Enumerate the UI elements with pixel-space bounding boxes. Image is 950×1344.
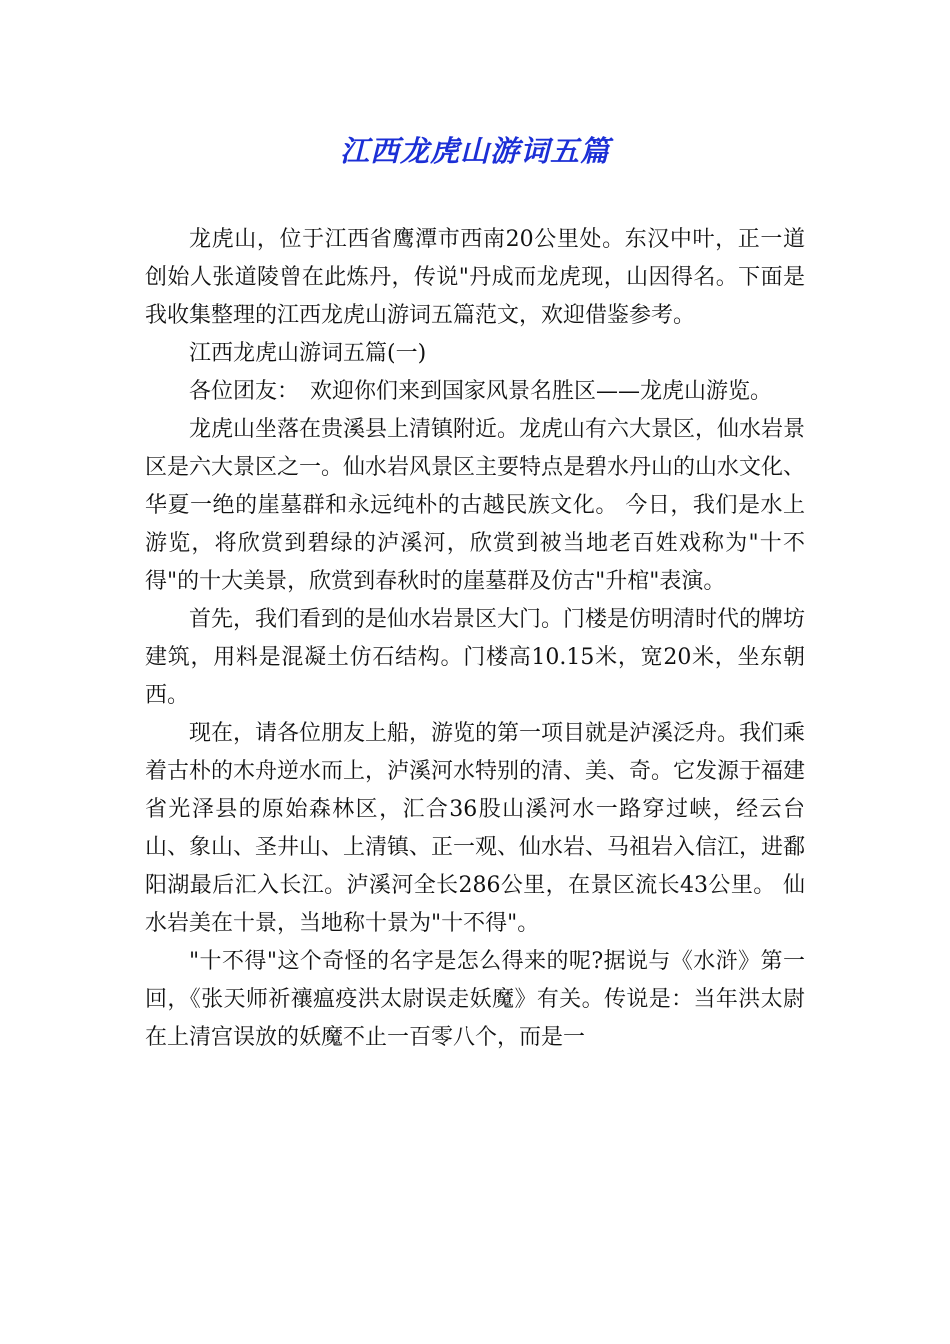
paragraph-river: 现在，请各位朋友上船，游览的第一项目就是泸溪泛舟。我们乘着古朴的木舟逆水而上，泸溪河水特别的清、美、奇。它发源于福建省光泽县的原始森林区，汇合36股山溪河水一路穿过峡，经云台山、象山、圣井山、上清镇、正一观、仙水岩、马祖岩入信江，进鄱阳湖最后汇入长江。泸溪河全长286公里，在景区流长43公里。 仙水岩美在十景，当地称十景为"十不得"。	[145, 721, 806, 936]
paragraph-intro: 龙虎山，位于江西省鹰潭市西南20公里处。东汉中叶，正一道创始人张道陵曾在此炼丹，传说"丹成而龙虎现，山因得名。下面是我收集整理的江西龙虎山游词五篇范文，欢迎借鉴参考。	[145, 227, 805, 328]
paragraph-location: 龙虎山坐落在贵溪县上清镇附近。龙虎山有六大景区，仙水岩景区是六大景区之一。仙水岩风景区主要特点是碧水丹山的山水文化、华夏一绝的崖墓群和永远纯朴的古越民族文化。 今日，我们是水上游览，将欣赏到碧绿的泸溪河，欣赏到被当地老百姓戏称为"十不得"的十大美景，欣赏到春秋时的崖墓群及仿古"升棺"表演。	[145, 417, 806, 594]
paragraph-section-heading: 江西龙虎山游词五篇(一)	[189, 341, 427, 366]
document-title: 江西龙虎山游词五篇	[339, 134, 610, 168]
paragraph-legend: "十不得"这个奇怪的名字是怎么得来的呢?据说与《水浒》第一回，《张天师祈禳瘟疫洪太尉误走妖魔》有关。传说是：当年洪太尉在上清宫误放的妖魔不止一百零八个，而是一	[145, 949, 805, 1050]
paragraph-gate: 首先，我们看到的是仙水岩景区大门。门楼是仿明清时代的牌坊建筑，用料是混凝土仿石结构。门楼高10.15米，宽20米，坐东朝西。	[145, 607, 806, 708]
paragraph-greeting: 各位团友： 欢迎你们来到国家风景名胜区——龙虎山游览。	[189, 379, 773, 404]
document-body	[145, 221, 805, 1057]
